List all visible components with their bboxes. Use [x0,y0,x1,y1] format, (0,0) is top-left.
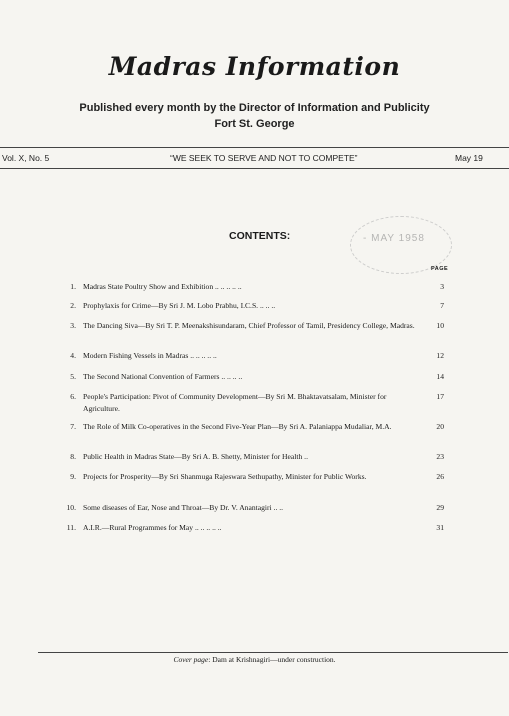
publisher-location: Fort St. George [214,118,295,130]
item-number: 5. [70,372,76,381]
item-title: The Second National Convention of Farmers .. .. .. .. [83,372,243,381]
item-page: 31 [436,523,444,532]
item-page: 7 [440,301,444,310]
item-number: 11. [66,523,76,532]
motto: “WE SEEK TO SERVE AND NOT TO COMPETE” [170,153,358,163]
item-page: 29 [436,503,444,512]
masthead-title: Madras Information [108,52,401,81]
item-number: 2. [70,301,76,310]
cover-label: Cover page [173,655,209,664]
item-number: 6. [70,392,76,401]
item-title: Modern Fishing Vessels in Madras .. .. .. .. .. [83,351,217,360]
item-page: 14 [436,372,444,381]
volume-number: Vol. X, No. 5 [2,153,50,163]
item-number: 10. [66,503,76,512]
cover-text: : Dam at Krishnagiri—under construction. [208,655,336,664]
item-title: The Dancing Siva—By Sri T. P. Meenakshisundaram, Chief Professor of Tamil, Presidency College, Madras. [83,321,415,330]
item-title: Projects for Prosperity—By Sri Shanmuga Rajeswara Sethupathy, Minister for Public Works. [83,472,367,481]
item-page: 17 [436,392,444,401]
item-page: 23 [436,452,444,461]
contents-heading: CONTENTS: [229,230,291,242]
item-title: People's Participation: Pivot of Community Development—By Sri M. Bhaktavatsalam, Minister for Agriculture. [83,392,387,413]
stamp-text: - MAY 1958 [363,233,425,244]
item-page: 26 [436,472,444,481]
issue-info-row [0,151,509,165]
item-title: Public Health in Madras State—By Sri A. B. Shetty, Minister for Health .. [83,452,308,461]
item-number: 7. [70,422,76,431]
item-title: The Role of Milk Co-operatives in the Second Five-Year Plan—By Sri A. Palaniappa Mudaliar, M.A. [83,422,392,431]
item-title: Some diseases of Ear, Nose and Throat—By Dr. V. Anantagiri .. .. [83,503,284,512]
header-top-rule [0,147,509,148]
issue-date: May 19 [455,153,483,163]
footer-rule [38,652,508,653]
publisher-line: Published every month by the Director of Information and Publicity [79,102,430,114]
item-number: 9. [70,472,76,481]
item-page: 20 [436,422,444,431]
item-number: 8. [70,452,76,461]
item-page: 10 [436,321,444,330]
item-page: 12 [436,351,444,360]
item-title: Madras State Poultry Show and Exhibition .. .. .. .. .. [83,282,242,291]
item-number: 3. [70,321,76,330]
item-page: 3 [440,282,444,291]
cover-page-note [0,655,509,664]
item-title: A.I.R.—Rural Programmes for May .. .. .. .. .. [83,523,222,532]
page-column-header: PAGE [431,266,449,272]
header-bottom-rule [0,168,509,169]
item-title: Prophylaxis for Crime—By Sri J. M. Lobo Prabhu, I.C.S. .. .. .. [83,301,276,310]
item-number: 4. [70,351,76,360]
item-number: 1. [70,282,76,291]
